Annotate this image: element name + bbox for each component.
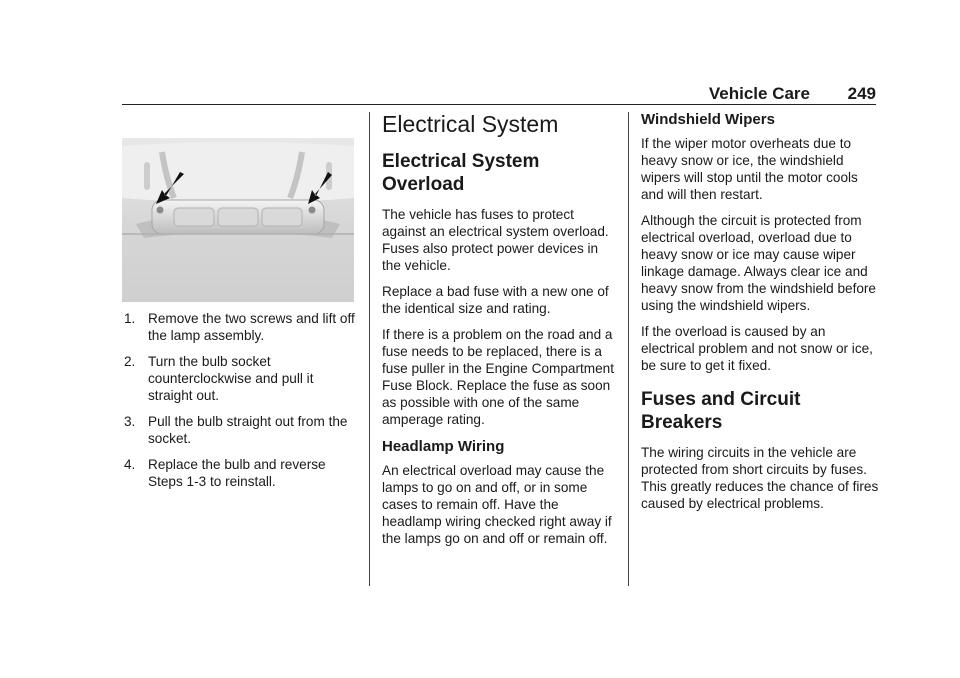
section-heading: Electrical System xyxy=(382,111,559,137)
minor-heading: Windshield Wipers xyxy=(641,111,775,128)
section-title: Vehicle Care xyxy=(708,84,810,103)
step-text: Remove the two screws and lift off the lamp assembly. xyxy=(148,311,355,343)
column-divider xyxy=(369,112,370,586)
step-number: 3. xyxy=(124,414,136,429)
paragraph: An electrical overload may cause the lamps to go on and off, or in some cases to remain off. Have the headlamp wiring checked right away if the lamps go on and off or remain off. xyxy=(382,463,612,546)
page-number: 249 xyxy=(847,84,876,103)
page-header xyxy=(122,84,876,104)
paragraph: Replace a bad fuse with a new one of the identical size and rating. xyxy=(382,284,609,316)
step-number: 4. xyxy=(124,457,136,472)
list-item xyxy=(124,413,360,447)
paragraph: Although the circuit is protected from electrical overload, overload due to heavy snow or ice may cause wiper linkage damage. Always clear ice and heavy snow from the windshield before using the windshield wipers. xyxy=(641,213,876,313)
step-text: Replace the bulb and reverse Steps 1-3 to reinstall. xyxy=(148,457,326,489)
header-rule xyxy=(122,104,876,105)
step-text: Pull the bulb straight out from the socket. xyxy=(148,414,348,446)
paragraph: If there is a problem on the road and a fuse needs to be replaced, there is a fuse puller in the Engine Compartment Fuse Block. Replace the fuse as soon as possible with one of the same amperage rating. xyxy=(382,327,614,427)
steps-list xyxy=(124,310,360,499)
subsection-heading: Fuses and Circuit Breakers xyxy=(641,389,801,433)
step-number: 2. xyxy=(124,354,136,369)
column-divider xyxy=(628,112,629,586)
tail-lamp-assembly-illustration xyxy=(122,138,354,302)
subsection-heading: Electrical System Overload xyxy=(382,151,540,195)
paragraph: If the wiper motor overheats due to heavy snow or ice, the windshield wipers will stop until the motor cools and will then restart. xyxy=(641,136,858,202)
paragraph: If the overload is caused by an electrical problem and not snow or ice, be sure to get it fixed. xyxy=(641,324,873,373)
list-item xyxy=(124,353,360,404)
wipers-fuses-section xyxy=(641,110,881,521)
minor-heading: Headlamp Wiring xyxy=(382,438,505,455)
paragraph: The vehicle has fuses to protect against an electrical system overload. Fuses also protect power devices in the vehicle. xyxy=(382,207,609,273)
list-item xyxy=(124,456,360,490)
step-text: Turn the bulb socket counterclockwise and pull it straight out. xyxy=(148,354,314,403)
list-item xyxy=(124,310,360,344)
paragraph: The wiring circuits in the vehicle are protected from short circuits by fuses. This greatly reduces the chance of fires caused by electrical problems. xyxy=(641,445,879,511)
electrical-system-section xyxy=(382,110,618,556)
step-number: 1. xyxy=(124,311,136,326)
